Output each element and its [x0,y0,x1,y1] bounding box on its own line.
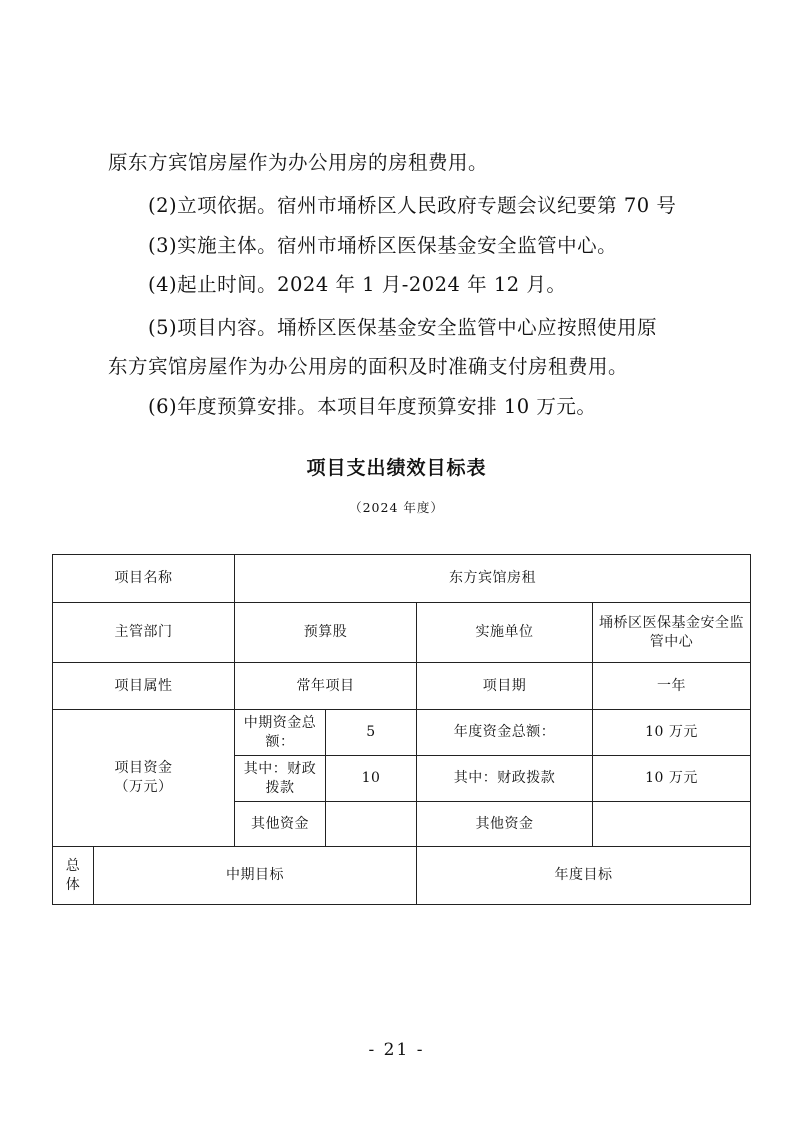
other-funds-label: 其他资金 [235,802,326,847]
annual-other-value [593,802,751,847]
paragraph-4: (4)起止时间。2024 年 1 月-2024 年 12 月。 [148,273,567,296]
paragraph-2: (2)立项依据。宿州市埇桥区人民政府专题会议纪要第 70 号 [148,194,677,217]
other-funds-value [326,802,417,847]
annual-fiscal-label: 其中：财政拨款 [417,756,593,802]
period-value: 一年 [593,663,751,710]
fiscal-label: 其中：财政拨款 [235,756,326,802]
project-name-value: 东方宾馆房租 [235,555,751,603]
attr-value: 常年项目 [235,663,417,710]
attr-label: 项目属性 [53,663,235,710]
period-label: 项目期 [417,663,593,710]
annual-other-label: 其他资金 [417,802,593,847]
impl-unit-value: 埇桥区医保基金安全监管中心 [593,603,751,663]
impl-unit-label: 实施单位 [417,603,593,663]
overall-label: 总 体 [53,847,94,905]
midterm-goal-label: 中期目标 [94,847,417,905]
annual-total-label: 年度资金总额： [417,710,593,756]
performance-target-table [52,554,751,905]
dept-value: 预算股 [235,603,417,663]
midterm-total-label: 中期资金总额： [235,710,326,756]
fiscal-value: 10 [326,756,417,802]
paragraph-1: 原东方宾馆房屋作为办公用房的房租费用。 [108,151,489,174]
annual-goal-label: 年度目标 [417,847,751,905]
project-name-label: 项目名称 [53,555,235,603]
midterm-total-value: 5 [326,710,417,756]
paragraph-6: 东方宾馆房屋作为办公用房的面积及时准确支付房租费用。 [108,355,629,378]
paragraph-5: (5)项目内容。埇桥区医保基金安全监管中心应按照使用原 [148,316,658,339]
paragraph-7: (6)年度预算安排。本项目年度预算安排 10 万元。 [148,395,597,418]
funds-label: 项目资金 （万元） [53,710,235,847]
table-subtitle: （2024 年度） [349,500,444,515]
annual-total-value: 10 万元 [593,710,751,756]
dept-label: 主管部门 [53,603,235,663]
table-title: 项目支出绩效目标表 [306,457,487,479]
paragraph-3: (3)实施主体。宿州市埇桥区医保基金安全监管中心。 [148,234,618,257]
annual-fiscal-value: 10 万元 [593,756,751,802]
page-number: - 21 - [368,1040,425,1060]
